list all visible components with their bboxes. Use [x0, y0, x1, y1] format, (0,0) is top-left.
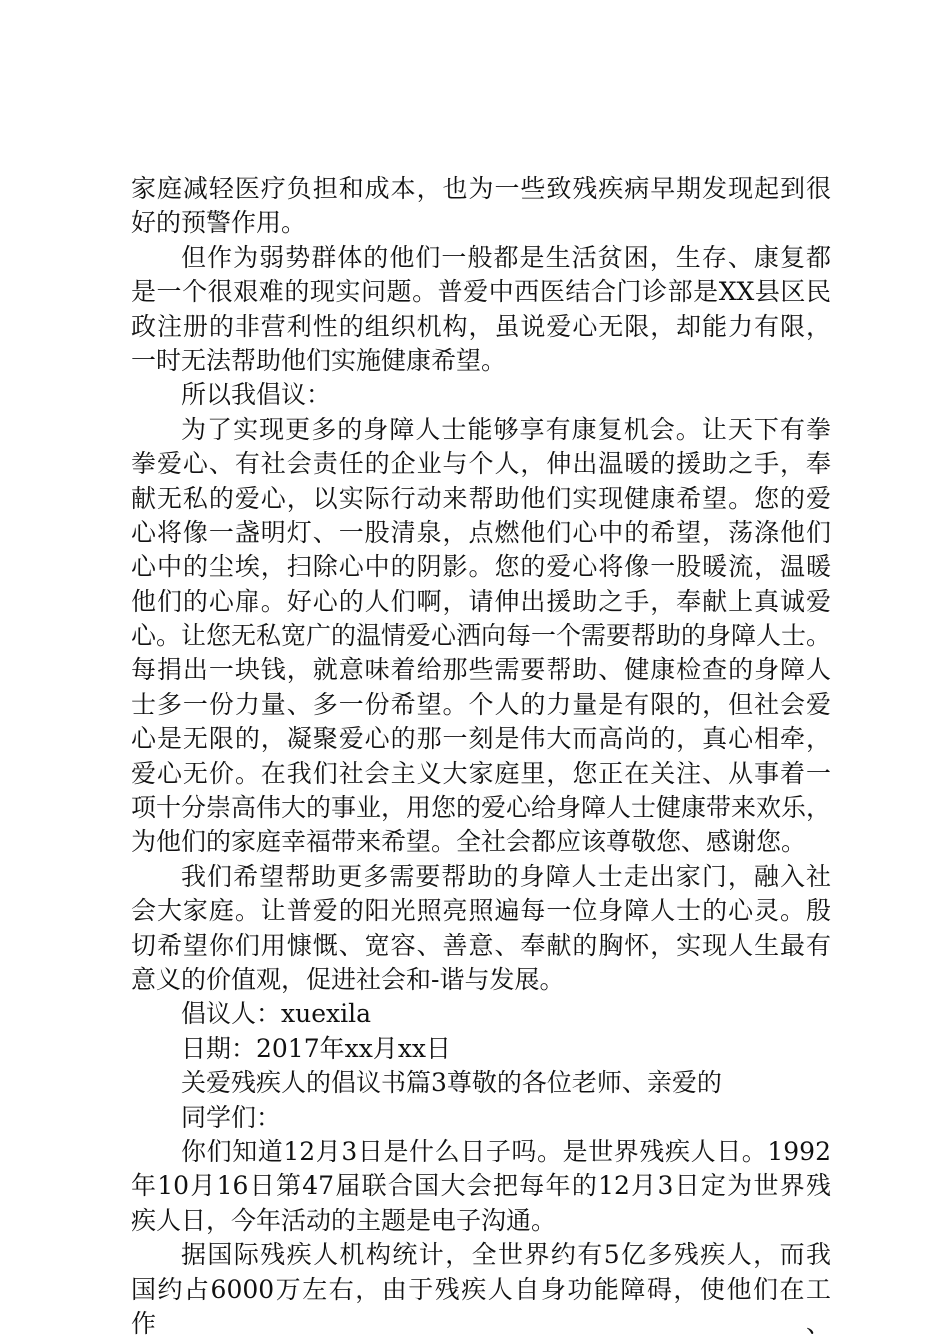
text-line: 我们希望帮助更多需要帮助的身障人士走出家门，融入社: [181, 861, 831, 891]
text-line: 好的预警作用。: [131, 208, 307, 238]
text-line: 政注册的非营利性的组织机构，虽说爱心无限，却能力有限，: [131, 311, 831, 341]
text-line: 爱心无价。在我们社会主义大家庭里，您正在关注、从事着一: [131, 758, 831, 788]
text-line: 项十分崇高伟大的事业，用您的爱心给身障人士健康带来欢乐，: [131, 793, 832, 823]
text-line: 日期：2017年xx月xx日: [181, 1033, 452, 1063]
text-line: 是一个很艰难的现实问题。普爱中西医结合门诊部是XX县区民: [131, 277, 831, 307]
text-line: 你们知道12月3日是什么日子吗。是世界残疾人日。1992: [181, 1136, 831, 1166]
text-line: 一时无法帮助他们实施健康希望。: [131, 345, 507, 375]
text-line: 疾人日，今年活动的主题是电子沟通。: [131, 1205, 557, 1235]
document-body: [131, 172, 832, 1338]
text-line: 据国际残疾人机构统计，全世界约有5亿多残疾人，而我: [181, 1240, 831, 1270]
text-line: 所以我倡议：: [181, 380, 332, 410]
text-line: 心是无限的，凝聚爱心的那一刻是伟大而高尚的，真心相牵，: [131, 724, 831, 754]
text-line: 倡议人：xuexila: [181, 999, 371, 1029]
text-line: 心中的尘埃，扫除心中的阴影。您的爱心将像一股暖流，温暖: [131, 552, 831, 582]
text-line: 但作为弱势群体的他们一般都是生活贫困，生存、康复都: [181, 242, 831, 272]
text-line: 每捐出一块钱，就意味着给那些需要帮助、健康检查的身障人: [131, 655, 831, 685]
text-line: 年10月16日第47届联合国大会把每年的12月3日定为世界残: [131, 1171, 831, 1201]
text-line: 同学们：: [181, 1102, 282, 1132]
text-line: 国约占6000万左右，由于残疾人自身功能障碍，使他们在工作、: [131, 1274, 831, 1338]
text-line: 心。让您无私宽广的温情爱心洒向每一个需要帮助的身障人士。: [131, 621, 832, 651]
text-line: 会大家庭。让普爱的阳光照亮照遍每一位身障人士的心灵。殷: [131, 896, 831, 926]
text-line: 为了实现更多的身障人士能够享有康复机会。让天下有拳: [181, 414, 831, 444]
text-line: 切希望你们用慷慨、宽容、善意、奉献的胸怀，实现人生最有: [131, 930, 831, 960]
text-line: 献无私的爱心，以实际行动来帮助他们实现健康希望。您的爱: [131, 483, 831, 513]
text-line: 意义的价值观，促进社会和-谐与发展。: [131, 964, 565, 994]
text-line: 士多一份力量、多一份希望。个人的力量是有限的，但社会爱: [131, 689, 831, 719]
text-line: 为他们的家庭幸福带来希望。全社会都应该尊敬您、感谢您。: [131, 827, 807, 857]
text-line: 心将像一盏明灯、一股清泉，点燃他们心中的希望，荡涤他们: [131, 517, 831, 547]
text-line: 家庭减轻医疗负担和成本，也为一些致残疾病早期发现起到很: [131, 174, 831, 203]
text-line: 拳爱心、有社会责任的企业与个人，伸出温暖的援助之手，奉: [131, 449, 831, 479]
text-line: 关爱残疾人的倡议书篇3尊敬的各位老师、亲爱的: [181, 1068, 722, 1098]
text-line: 他们的心扉。好心的人们啊，请伸出援助之手，奉献上真诚爱: [131, 586, 831, 616]
